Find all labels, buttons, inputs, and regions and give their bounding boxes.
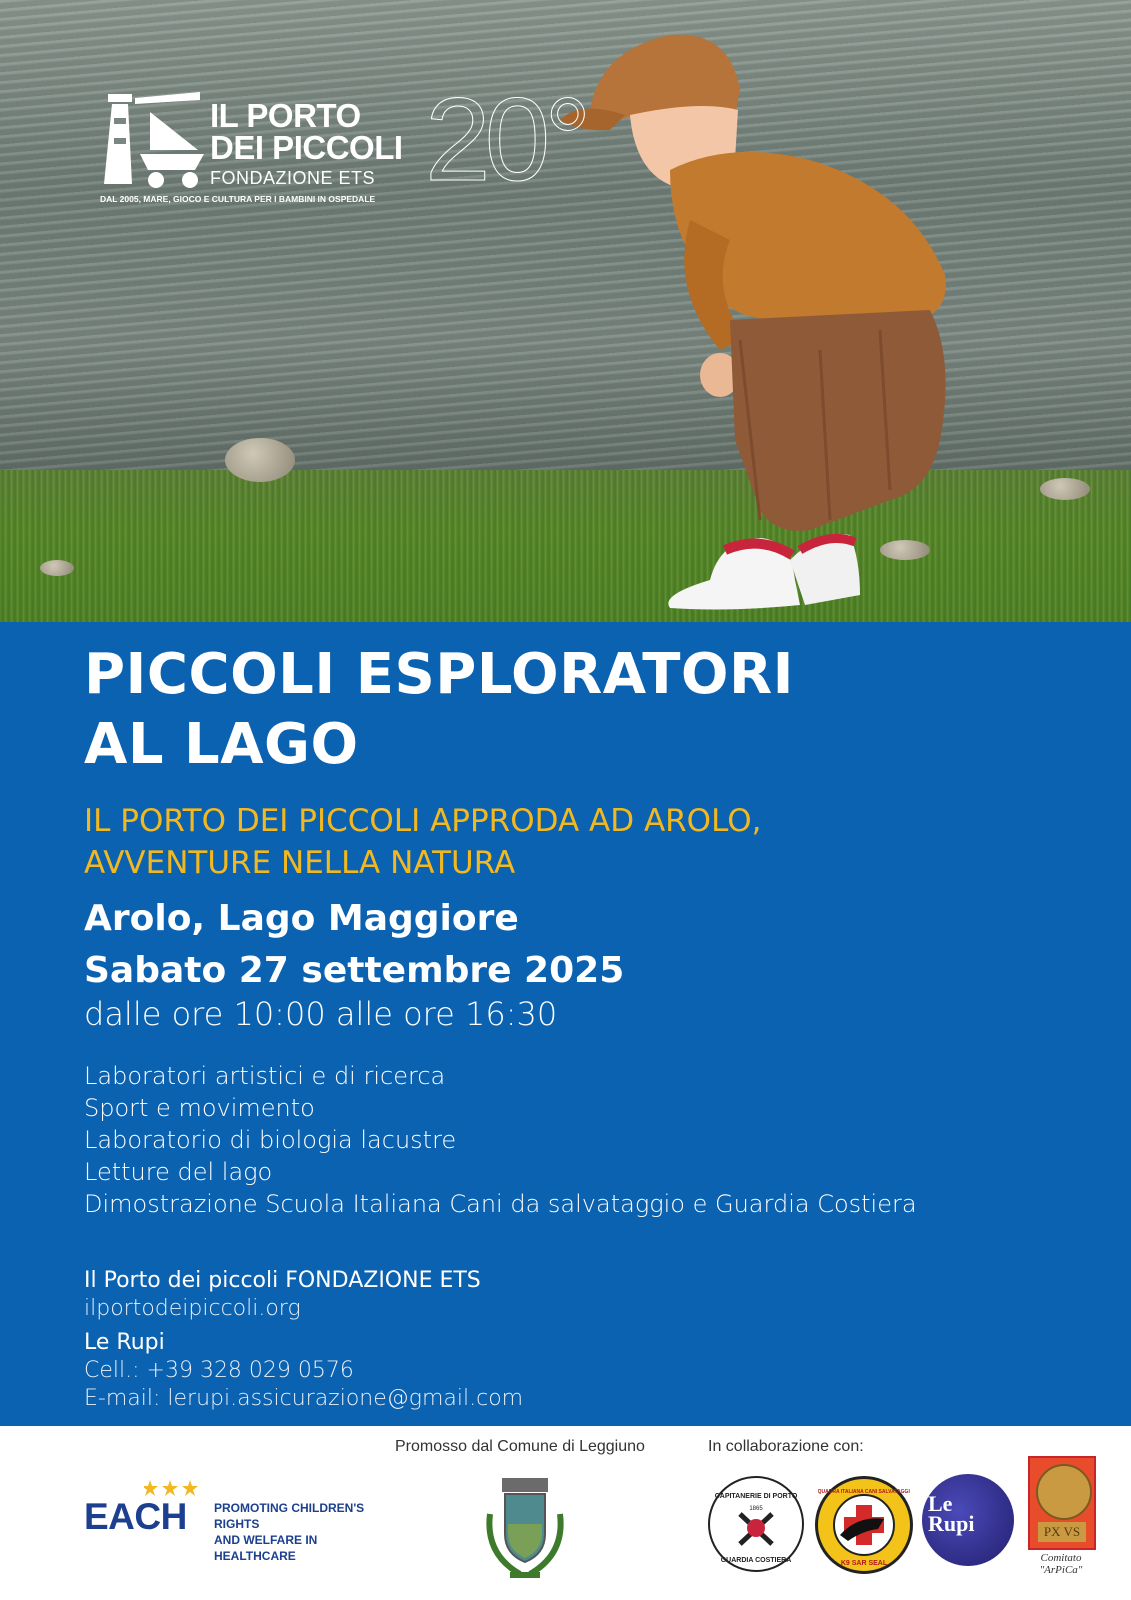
each-logo — [84, 1478, 384, 1563]
hero-photo — [0, 0, 1131, 622]
rock — [1040, 478, 1090, 500]
leggiuno-crest-icon — [480, 1474, 570, 1584]
le-rupi-wordmark: Le Rupi — [928, 1491, 975, 1536]
event-subtitle: IL PORTO DEI PICCOLI APPRODA AD AROLO, AVVENTURE NELLA NATURA — [84, 803, 762, 881]
partner-contact — [84, 1329, 523, 1413]
sics-ring-text: SQUADRA ITALIANA CANI SALVATAGGIO — [818, 1489, 910, 1495]
list-item: Letture del lago — [84, 1158, 273, 1186]
porto-dei-piccoli-logo — [100, 74, 586, 218]
coast-guard-bottom-text: GUARDIA COSTIERA — [720, 1557, 792, 1564]
arpica-letters: PX VS — [1038, 1522, 1086, 1542]
list-item: Laboratorio di biologia lacustre — [84, 1126, 457, 1154]
coast-guard-year: 1865 — [749, 1506, 763, 1512]
organizer-website-link[interactable]: ilportodeipiccoli.org — [84, 1296, 301, 1321]
anchor-icon — [710, 1478, 802, 1570]
coast-guard-top-text: CAPITANERIE DI PORTO — [714, 1493, 798, 1500]
logo-subname: FONDAZIONE ETS — [210, 168, 376, 188]
le-rupi-logo — [922, 1474, 1014, 1566]
organizer-contact — [84, 1267, 481, 1323]
partner-phone[interactable]: Cell.: +39 328 029 0576 — [84, 1358, 354, 1383]
partner-email-link[interactable]: E-mail: lerupi.assicurazione@gmail.com — [84, 1386, 524, 1411]
lighthouse-icon — [100, 88, 210, 192]
logo-name: IL PORTO DEI PICCOLI — [210, 97, 403, 166]
logo-tagline: DAL 2005, MARE, GIOCO E CULTURA PER I BAMBINI IN OSPEDALE — [100, 194, 376, 204]
event-time: dalle ore 10:00 alle ore 16:30 — [84, 995, 558, 1033]
each-tagline: PROMOTING CHILDREN'S RIGHTS AND WELFARE IN HEALTHCARE — [214, 1501, 365, 1563]
each-wordmark: EACH — [84, 1496, 187, 1537]
coast-guard-logo — [708, 1476, 804, 1572]
organizer-name: Il Porto dei piccoli FONDAZIONE ETS — [84, 1268, 481, 1293]
event-date: Sabato 27 settembre 2025 — [84, 950, 625, 991]
rock — [40, 560, 74, 576]
list-item: Laboratori artistici e di ricerca — [84, 1062, 446, 1090]
list-item: Dimostrazione Scuola Italiana Cani da salvataggio e Guardia Costiera — [84, 1190, 917, 1218]
promoted-by-label: Promosso dal Comune di Leggiuno — [395, 1438, 645, 1455]
partner-name: Le Rupi — [84, 1330, 165, 1355]
anniversary-number: 20° — [425, 74, 586, 206]
activity-list — [84, 1060, 917, 1220]
sics-logo — [815, 1476, 913, 1574]
stars-icon — [144, 1478, 204, 1498]
arpica-caption: Comitato "ArPiCa" — [1039, 1552, 1083, 1576]
sics-bottom-text: K9 SAR SEAL — [840, 1560, 888, 1567]
event-title: PICCOLI ESPLORATORI AL LAGO — [84, 642, 794, 777]
list-item: Sport e movimento — [84, 1094, 315, 1122]
arpica-logo — [1028, 1456, 1096, 1550]
collaboration-label: In collaborazione con: — [708, 1438, 864, 1455]
child-figure — [560, 20, 960, 620]
event-place: Arolo, Lago Maggiore — [84, 898, 519, 939]
rock — [225, 438, 295, 482]
